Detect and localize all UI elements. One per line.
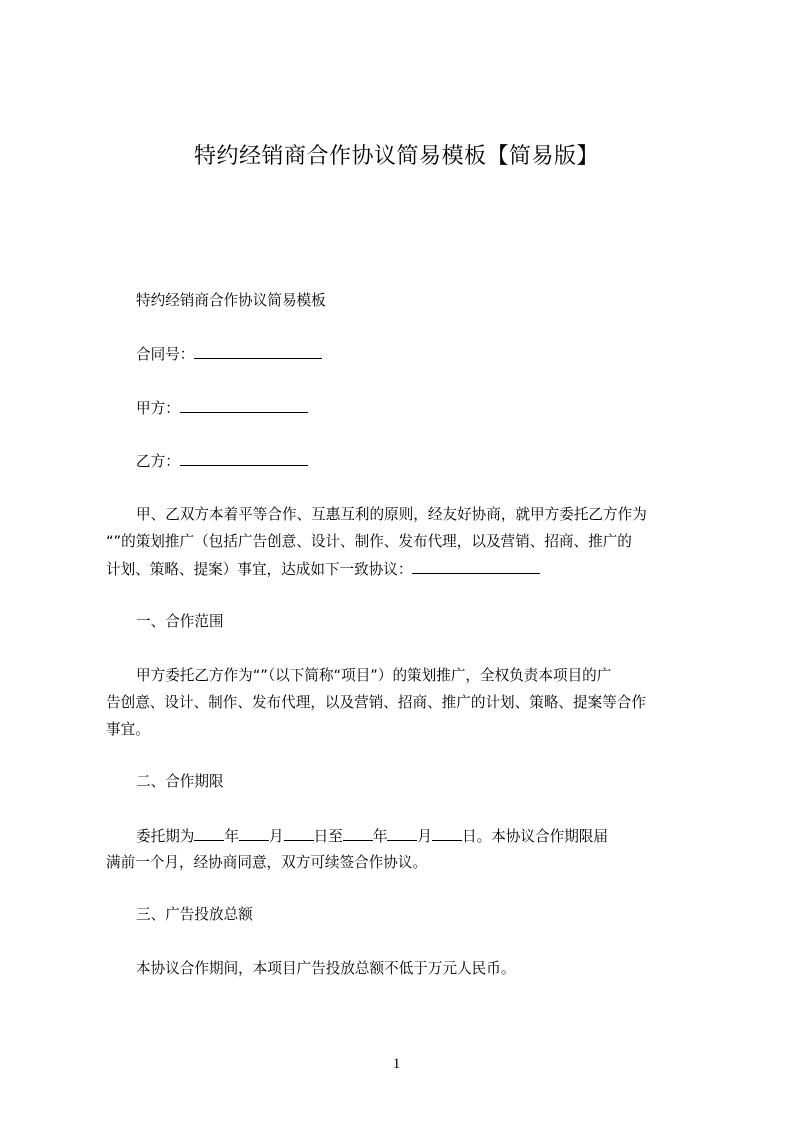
- page-number: 1: [392, 1056, 401, 1072]
- section-1-heading: 一、合作范围: [136, 613, 224, 630]
- section-1-line-2: 告创意、设计、制作、发布代理，以及营销、招商、推广的计划、策略、提案等合作: [106, 694, 646, 711]
- section-1-line-3: 事宜。: [106, 721, 150, 738]
- end-day-unit: 日。本协议合作期限届: [462, 828, 608, 845]
- end-day-blank: [432, 826, 462, 841]
- document-title: 特约经销商合作协议简易模板【简易版】: [193, 144, 599, 169]
- start-year-blank: [194, 826, 224, 841]
- document-subtitle: 特约经销商合作协议简易模板: [136, 292, 326, 309]
- end-year-blank: [343, 826, 373, 841]
- start-month-unit: 月: [269, 828, 284, 845]
- start-year-unit: 年: [224, 828, 239, 845]
- section-2-heading: 二、合作期限: [136, 773, 224, 790]
- term-prefix: 委托期为: [136, 828, 195, 845]
- intro-line-3: [106, 559, 540, 580]
- start-day-unit: 日至: [313, 828, 343, 845]
- start-day-blank: [284, 826, 314, 841]
- contract-number-line: [136, 344, 322, 365]
- party-a-line: [136, 398, 308, 419]
- party-b-label: 乙方：: [136, 453, 180, 470]
- end-month-unit: 月: [417, 828, 433, 845]
- section-3-heading: 三、广告投放总额: [136, 906, 253, 923]
- party-b-line: [136, 451, 308, 472]
- section-1-line-1: 甲方委托乙方作为“”（以下简称“项目”）的策划推广，全权负责本项目的广: [136, 667, 612, 684]
- intro-line-2: “”的策划推广（包括广告创意、设计、制作、发布代理，以及营销、招商、推广的: [106, 533, 632, 550]
- contract-number-label: 合同号：: [136, 346, 195, 363]
- intro-line-1: 甲、乙双方本着平等合作、互惠互利的原则，经友好协商，就甲方委托乙方作为: [136, 506, 647, 523]
- start-month-blank: [239, 826, 269, 841]
- party-b-blank: [180, 451, 308, 466]
- section-3-line-1: 本协议合作期间，本项目广告投放总额不低于万元人民币。: [136, 960, 516, 977]
- end-year-unit: 年: [372, 828, 388, 845]
- intro-blank: [412, 559, 540, 574]
- party-a-label: 甲方：: [136, 400, 180, 417]
- intro-line-3-text: 计划、策略、提案）事宜，达成如下一致协议：: [106, 561, 413, 578]
- end-month-blank: [387, 826, 417, 841]
- contract-number-blank: [194, 344, 322, 359]
- section-2-line-2: 满前一个月，经协商同意，双方可续签合作协议。: [106, 854, 428, 871]
- party-a-blank: [180, 398, 308, 413]
- section-2-line-1: [136, 826, 608, 847]
